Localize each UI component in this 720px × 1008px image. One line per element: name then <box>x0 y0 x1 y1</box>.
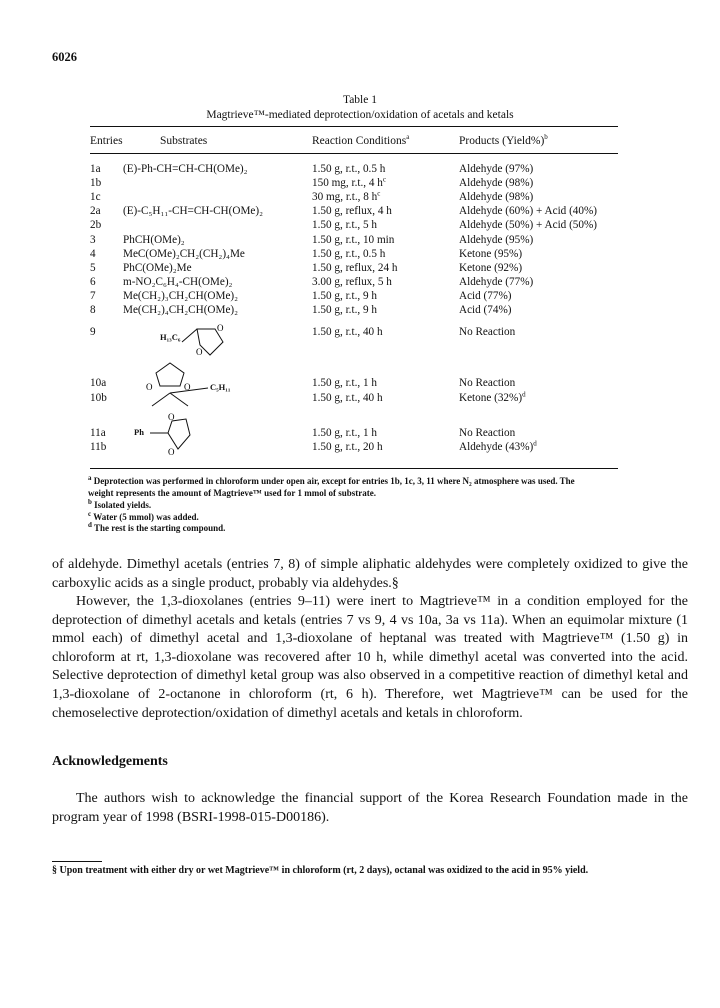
structure-9 <box>160 320 250 362</box>
body-paragraph-2: However, the 1,3-dioxolanes (entries 9–11) were inert to Magtrieve™ in a condition employed for the deprotection of dimethyl acetals and ketals (entries 7 vs 9, 4 vs 10a, 3a vs 11a). When an equimolar mixture (1 mmol each) of dimethyl acetal and 1,3-dioxolane of heptanal was treated with Magtrieve™ (1.50 g) in chloroform at rt, 1,3-dioxolane was recovered after 10 h, while dimethyl acetal was converted into the acid. Selective deprotection of dimethyl ketal group was also observed in a competitive reaction of dimethyl ketal and 1,3-dioxolane of 2-octanone in chloroform (rt, 6 h). Therefore, wet Magtrieve™ can be used for the chemoselective deprotection/oxidation of dimethyl acetals and ketals in chloroform. <box>52 594 688 721</box>
entry-cell: 6 <box>90 276 96 288</box>
table-footnote: $^a$ Deprotection was performed in chloroform under open air, except for entries 1b, 1c, 3, 11 where N₂ atmosphere was used. The <box>88 474 575 486</box>
s9-substituent-label: H₁₃C₆ <box>160 332 181 342</box>
table-row <box>90 204 618 218</box>
conditions-cell: 1.50 g, r.t., 1 h <box>312 377 377 389</box>
product-cell: Acid (74%) <box>459 304 512 316</box>
conditions-cell: 1.50 g, r.t., 1 h <box>312 427 377 439</box>
conditions-cell: 1.50 g, r.t., 9 h <box>312 304 377 316</box>
table-top-rule <box>90 126 618 127</box>
conditions-cell: 1.50 g, r.t., 40 h <box>312 326 383 338</box>
table-row <box>90 247 618 261</box>
table-row <box>90 233 618 247</box>
conditions-cell: 150 mg, r.t., 4 $h^c$ <box>312 175 386 189</box>
table-row <box>90 176 618 190</box>
product-cell: Aldehyde (98%) <box>459 191 534 203</box>
s10-oxygen-right: O <box>184 382 191 392</box>
product-cell: Aldehyde (77%) <box>459 276 534 288</box>
conditions-cell: 3.00 g, reflux, 5 h <box>312 276 392 288</box>
table-row <box>90 261 618 275</box>
table-footnote: weight represents the amount of Magtrieve™ used for 1 mmol of substrate. <box>88 488 376 498</box>
entry-cell: 5 <box>90 262 96 274</box>
conditions-cell: 1.50 g, r.t., 40 h <box>312 392 383 404</box>
product-cell: Ketone $(32\%)^d$ <box>459 390 526 404</box>
footnote: § Upon treatment with either dry or wet Magtrieve™ in chloroform (rt, 2 days), octanal was oxidized to the acid in 95% yield. <box>52 865 589 876</box>
conditions-cell: 1.50 g, r.t., 0.5 h <box>312 163 386 175</box>
entry-cell: 11b <box>90 441 107 453</box>
product-cell: Aldehyde (97%) <box>459 163 534 175</box>
entry-cell: 2b <box>90 219 102 231</box>
conditions-cell: 30 mg, r.t., 8 $h^c$ <box>312 189 381 203</box>
conditions-cell: 1.50 g, r.t., 9 h <box>312 290 377 302</box>
substrate-cell: MeC(OMe)₂CH₂(CH₂)₄Me <box>123 248 245 260</box>
conditions-cell: 1.50 g, reflux, 4 h <box>312 205 392 217</box>
product-cell: Aldehyde $(43\%)^d$ <box>459 439 537 453</box>
entry-cell: 1c <box>90 191 101 203</box>
table-row <box>90 218 618 232</box>
s9-oxygen-top: O <box>217 323 224 333</box>
entry-cell: 9 <box>90 326 96 338</box>
substrate-cell: Me(CH₂)₃CH₂CH(OMe)₂ <box>123 290 239 302</box>
table-footnote: $^b$ Isolated yields. <box>88 498 152 510</box>
acknowledgements-heading: Acknowledgements <box>52 754 168 769</box>
s10-oxygen-left: O <box>146 382 153 392</box>
table-header-rule <box>90 153 618 154</box>
substrate-cell: m-NO₂C₆H₄-CH(OMe)₂ <box>123 276 233 288</box>
product-cell: No Reaction <box>459 427 516 439</box>
entry-cell: 8 <box>90 304 96 316</box>
header-substrates: Substrates <box>160 135 208 147</box>
entry-cell: 11a <box>90 427 106 439</box>
acknowledgements-text: The authors wish to acknowledge the financial support of the Korea Research Foundation made in the program year of 1998 (BSRI-1998-015-D00186). <box>52 791 688 825</box>
entry-cell: 2a <box>90 205 101 217</box>
s10-substituent-label: C₅H₁₁ <box>210 382 231 392</box>
s11-oxygen-top: O <box>168 412 175 422</box>
table-row <box>90 289 618 303</box>
conditions-cell: 1.50 g, r.t., 0.5 h <box>312 248 386 260</box>
substrate-cell: (E)-C₅H₁₁-CH=CH-CH(OMe)₂ <box>123 205 263 217</box>
product-cell: Ketone (95%) <box>459 248 523 260</box>
product-cell: No Reaction <box>459 326 516 338</box>
entry-cell: 10b <box>90 392 107 404</box>
s11-substituent-label: Ph <box>134 427 144 437</box>
table-bottom-rule <box>90 468 618 469</box>
s9-oxygen-bottom: O <box>196 347 203 357</box>
page-number: 6026 <box>52 50 77 64</box>
entry-cell: 7 <box>90 290 96 302</box>
substrate-cell: (E)-Ph-CH=CH-CH(OMe)₂ <box>123 163 248 175</box>
table-footnote: $^d$ The rest is the starting compound. <box>88 521 226 533</box>
product-cell: No Reaction <box>459 377 516 389</box>
header-conditions: Reaction Conditions$^a$ <box>312 133 410 147</box>
conditions-cell: 1.50 g, r.t., 10 min <box>312 234 395 246</box>
substrate-cell: PhCH(OMe)₂ <box>123 234 185 246</box>
structure-10 <box>140 358 240 408</box>
table-caption: Magtrieve™-mediated deprotection/oxidation of acetals and ketals <box>206 109 514 121</box>
header-entries: Entries <box>90 135 123 147</box>
table-row <box>90 162 618 176</box>
conditions-cell: 1.50 g, r.t., 5 h <box>312 219 377 231</box>
substrate-cell: PhC(OMe)₂Me <box>123 262 192 274</box>
product-cell: Aldehyde (95%) <box>459 234 534 246</box>
conditions-cell: 1.50 g, r.t., 20 h <box>312 441 383 453</box>
footnote-rule <box>52 861 102 862</box>
table-title: Table 1 <box>342 94 377 106</box>
product-cell: Aldehyde (60%) + Acid (40%) <box>459 205 598 217</box>
s11-oxygen-bottom: O <box>168 447 175 455</box>
table-row <box>90 190 618 204</box>
entry-cell: 10a <box>90 377 107 389</box>
product-cell: Aldehyde (50%) + Acid (50%) <box>459 219 598 231</box>
entry-cell: 1a <box>90 163 101 175</box>
entry-cell: 3 <box>90 234 96 246</box>
table-row <box>90 303 618 317</box>
table-footnote: $^c$ Water (5 mmol) was added. <box>88 510 199 522</box>
body-paragraph-1: of aldehyde. Dimethyl acetals (entries 7, 8) of simple aliphatic aldehydes were completely oxidized to give the carboxylic acids as a single product, probably via aldehydes.§ <box>52 557 688 591</box>
conditions-cell: 1.50 g, reflux, 24 h <box>312 262 398 274</box>
structure-11 <box>130 411 220 455</box>
product-cell: Aldehyde (98%) <box>459 177 534 189</box>
table-row <box>90 275 618 289</box>
entry-cell: 1b <box>90 177 102 189</box>
header-products: Products (Yield%)$^b$ <box>459 133 548 147</box>
product-cell: Acid (77%) <box>459 290 512 302</box>
entry-cell: 4 <box>90 248 96 260</box>
substrate-cell: Me(CH₂)₄CH₂CH(OMe)₂ <box>123 304 239 316</box>
product-cell: Ketone (92%) <box>459 262 523 274</box>
